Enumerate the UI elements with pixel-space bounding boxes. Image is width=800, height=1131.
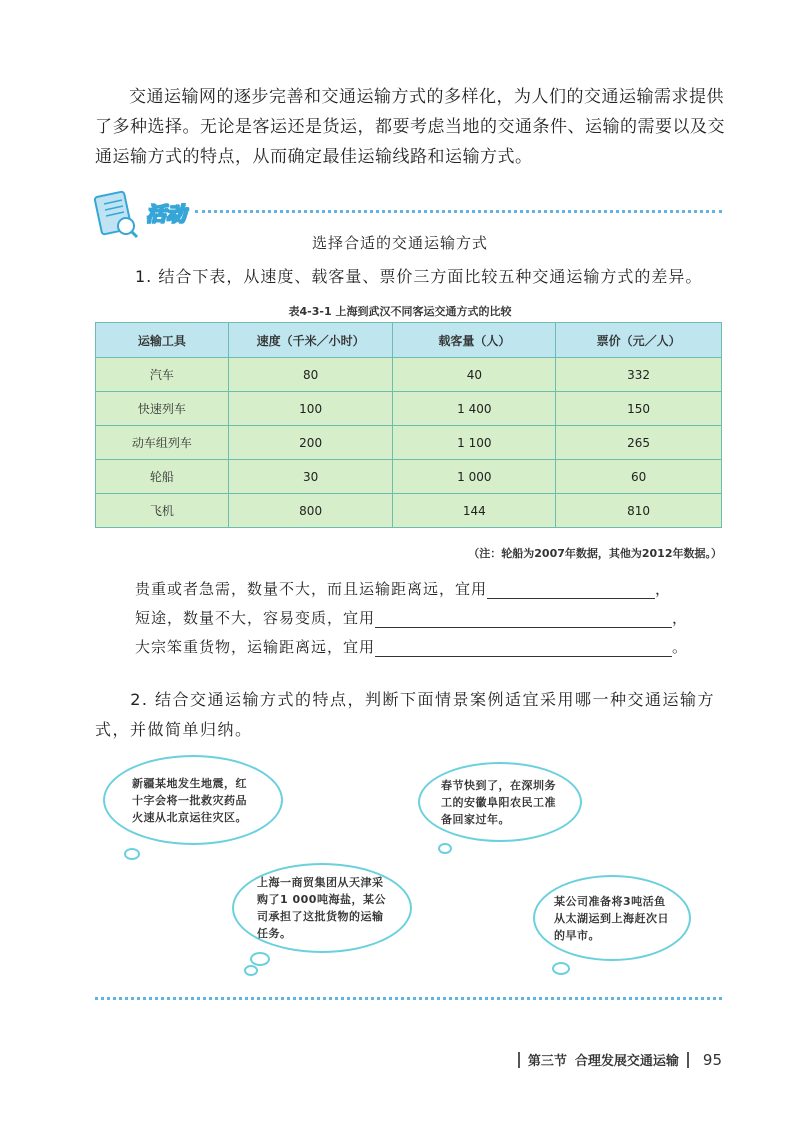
table-row — [96, 358, 722, 392]
transport-comparison-table — [95, 322, 722, 528]
intro-paragraph: 交通运输网的逐步完善和交通运输方式的多样化，为人们的交通运输需求提供了多种选择。无论是客运还是货运，都要考虑当地的交通条件、运输的需要以及交通运输方式的特点，从而确定最佳运输线路和运输方式。 — [95, 87, 725, 167]
fill-blank-prompt: 大宗笨重货物，运输距离远，宜用 — [135, 638, 376, 656]
fill-blank-2 — [135, 607, 688, 628]
header-fare: 票价（元／人） — [556, 323, 722, 358]
bubble-tail — [250, 952, 270, 966]
cell-fare: 60 — [556, 460, 722, 494]
table-row — [96, 426, 722, 460]
table-row — [96, 460, 722, 494]
page-number: 95 — [702, 1050, 722, 1069]
answer-blank[interactable] — [375, 638, 672, 657]
header-speed: 速度（千米／小时） — [228, 323, 393, 358]
cell-speed: 100 — [228, 392, 393, 426]
fill-blank-end: ， — [655, 580, 672, 598]
bubble-tail — [124, 848, 140, 860]
scenario-text: 春节快到了，在深圳务工的安徽阜阳农民工准备回家过年。 — [441, 778, 556, 826]
cell-capacity: 1 100 — [393, 426, 556, 460]
scenario-bubble — [232, 863, 412, 953]
scenario-bubble — [418, 762, 582, 842]
bubble-tail — [552, 962, 570, 975]
question-1: 1. 结合下表，从速度、载客量、票价三方面比较五种交通运输方式的差异。 — [135, 267, 703, 286]
cell-capacity: 1 000 — [393, 460, 556, 494]
cell-capacity: 144 — [393, 494, 556, 528]
footer-section: 第三节 — [527, 1054, 567, 1069]
activity-divider — [195, 210, 722, 213]
fill-blank-prompt: 贵重或者急需，数量不大，而且运输距离远，宜用 — [135, 580, 488, 598]
table-note: （注：轮船为2007年数据，其他为2012年数据。） — [468, 547, 722, 560]
fill-blank-3 — [135, 636, 688, 657]
cell-fare: 332 — [556, 358, 722, 392]
table-caption: 表4-3-1 上海到武汉不同客运交通方式的比较 — [288, 305, 512, 318]
cell-tool: 汽车 — [96, 358, 229, 392]
cell-speed: 800 — [228, 494, 393, 528]
bubble-tail — [244, 965, 258, 976]
scenario-text: 某公司准备将3吨活鱼从太湖运到上海赶次日的早市。 — [554, 894, 669, 942]
table-row — [96, 494, 722, 528]
page-footer — [518, 1050, 722, 1069]
cell-tool: 动车组列车 — [96, 426, 229, 460]
question-2: 2. 结合交通运输方式的特点，判断下面情景案例适宜采用哪一种交通运输方式，并做简单归纳。 — [95, 690, 716, 739]
fill-blank-prompt: 短途，数量不大，容易变质，宜用 — [135, 609, 376, 627]
cell-capacity: 40 — [393, 358, 556, 392]
table-header-row — [96, 323, 722, 358]
cell-fare: 810 — [556, 494, 722, 528]
cell-tool: 飞机 — [96, 494, 229, 528]
scenario-bubble — [533, 875, 691, 961]
scenario-text: 上海一商贸集团从天津采购了1 000吨海盐，某公司承担了这批货物的运输任务。 — [257, 876, 386, 940]
fill-blank-end: 。 — [672, 638, 689, 656]
answer-blank[interactable] — [487, 580, 655, 599]
cell-fare: 265 — [556, 426, 722, 460]
scenario-bubble — [103, 755, 283, 845]
cell-tool: 快速列车 — [96, 392, 229, 426]
table-row — [96, 392, 722, 426]
fill-blank-end: ， — [672, 609, 689, 627]
activity-title: 选择合适的交通运输方式 — [311, 234, 488, 252]
section-end-divider — [95, 997, 722, 1000]
scenario-text: 新疆某地发生地震，红十字会将一批救灾药品火速从北京运往灾区。 — [132, 776, 247, 824]
footer-divider — [687, 1052, 689, 1068]
fill-blank-1 — [135, 578, 671, 599]
header-capacity: 载客量（人） — [393, 323, 556, 358]
cell-capacity: 1 400 — [393, 392, 556, 426]
answer-blank[interactable] — [375, 609, 672, 628]
cell-speed: 80 — [228, 358, 393, 392]
footer-title: 合理发展交通运输 — [574, 1054, 679, 1069]
activity-label: 活动 — [146, 202, 186, 226]
cell-speed: 200 — [228, 426, 393, 460]
footer-divider — [518, 1052, 520, 1068]
cell-speed: 30 — [228, 460, 393, 494]
cell-tool: 轮船 — [96, 460, 229, 494]
header-tool: 运输工具 — [96, 323, 229, 358]
cell-fare: 150 — [556, 392, 722, 426]
bubble-tail — [438, 843, 452, 854]
